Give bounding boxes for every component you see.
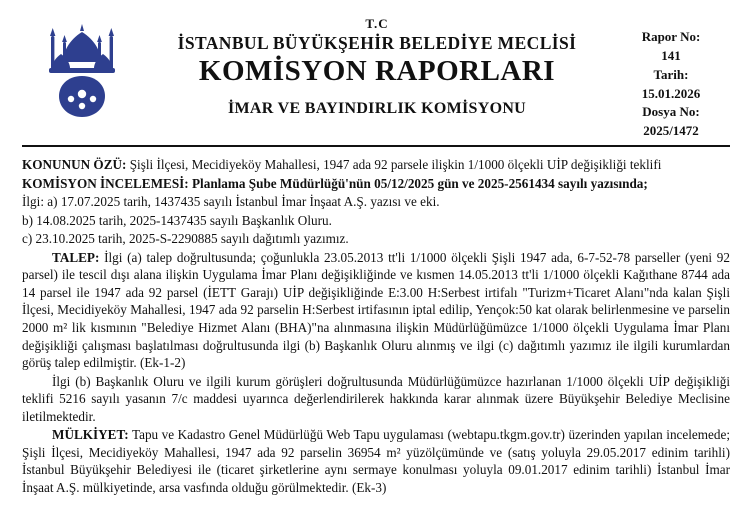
subject-label: KONUNUN ÖZÜ: [22,157,127,173]
file-no-label: Dosya No: [642,104,700,120]
review-label: KOMİSYON İNCELEMESİ: [22,175,189,191]
mulkiyet-paragraph [22,426,730,496]
review-text: Planlama Şube Müdürlüğü'nün 05/12/2025 gün ve 2025-2561434 sayılı yazısında; [188,175,648,191]
document-header [22,10,730,147]
file-no-value: 2025/1472 [643,123,699,139]
report-no-value: 141 [661,47,681,63]
council-line: İSTANBUL BÜYÜKŞEHİR BELEDİYE MECLİSİ [177,33,577,53]
subject-text: Şişli İlçesi, Mecidiyeköy Mahallesi, 1947 ada 92 parsele ilişkin 1/1000 ölçekli UİP değişikliği teklifi [126,157,662,173]
subject-paragraph [22,156,730,174]
reference-c: c) 23.10.2025 tarih, 2025-S-2290885 sayılı dağıtımlı yazımız. [22,231,349,247]
commission-name: İMAR VE BAYINDIRLIK KOMİSYONU [227,100,527,118]
report-meta-block [612,10,730,141]
mulkiyet-text: Tapu ve Kadastro Genel Müdürlüğü Web Tapu uygulaması (webtapu.tkgm.gov.tr) üzerinden yapılan incelemede; Şişli İlçesi, Mecidiyeköy Mahallesi, 1947 ada 92 parselin 36954 m² yüzölçümünde ve (satış yoluyla 29.05.2017 edinim tarihli) İstanbul Büyükşehir Belediyesi ile (ticaret şirketlerine aynı sermaye konulması yoluyla 09.01.2017 edinim tarihli) İstanbul İmar İnşaat A.Ş. mülkiyetinde, arsa vasfında olduğu görülmektedir. (Ek-3) [22,427,730,495]
title-block [142,10,612,122]
report-no-label: Rapor No: [641,29,701,44]
reference-a: İlgi: a) 17.07.2025 tarih, 1437435 sayılı İstanbul İmar İnşaat A.Ş. yazısı ve eki. [22,194,440,210]
review-paragraph [22,175,730,193]
talep-text: İlgi (a) talep doğrultusunda; çoğunlukla 23.05.2013 tt'li 1/1000 ölçekli Şişli 1947 ada, 6-7-52-78 parseller (yeni 92 parsel) ile tescil dışı alana ilişkin Uygulama İmar Planı değişikliğinde ve kısmen 14.05.2013 tt'li 1/1000 ölçekli Kağıthane 8744 ada 14 parsel ile 1947 ada 92 parsel (İETT Garajı) UİP değişikliğinde E:3.00 H:Serbest irtifalı "Turizm+Ticaret Alanı"nda kalan Şişli İlçesi, Mecidiyeköy Mahallesi, 1947 ada 92 parselin H:Serbest irtifasının iptal edilip, Yençok:50 kat olarak belirlenmesine ve parselin 2000 m² lik kısmının "Belediye Hizmet Alanı (BHA)"na alınmasına ilişkin Müdürlüğümüzce 1/1000 ölçekli Uygulama İmar Planı değişikliği çalışması başlatılması doğrultusunda ilgi (b) Başkanlık Oluru alınmış ve ilgi (c) dağıtımlı yazımız ile ilgili kurumlardan görüş talep edilmiştir. (Ek-1-2) [22,249,730,371]
tc-line: T.C [365,16,389,31]
document-body [22,147,730,496]
logo-cell [22,10,142,120]
date-label: Tarih: [653,66,689,82]
talep-label: TALEP: [52,249,100,265]
istanbul-municipality-emblem-icon [39,16,125,120]
document-main-title: KOMİSYON RAPORLARI [198,55,556,87]
ilgi-b-paragraph: İlgi (b) Başkanlık Oluru ve ilgili kurum görüşleri doğrultusunda Müdürlüğümüzce hazırlanan 1/1000 ölçekli UİP değişikliği teklifi 5216 sayılı yasanın 7/c maddesi uyarınca değerlendirilerek hakkında karar alınmak üzere Büyükşehir Belediye Meclisine iletilmektedir. [22,373,730,424]
date-value: 15.01.2026 [641,85,701,101]
mulkiyet-label: MÜLKİYET: [52,427,129,443]
talep-paragraph [22,249,730,372]
reference-b: b) 14.08.2025 tarih, 2025-1437435 sayılı Başkanlık Oluru. [22,212,332,228]
